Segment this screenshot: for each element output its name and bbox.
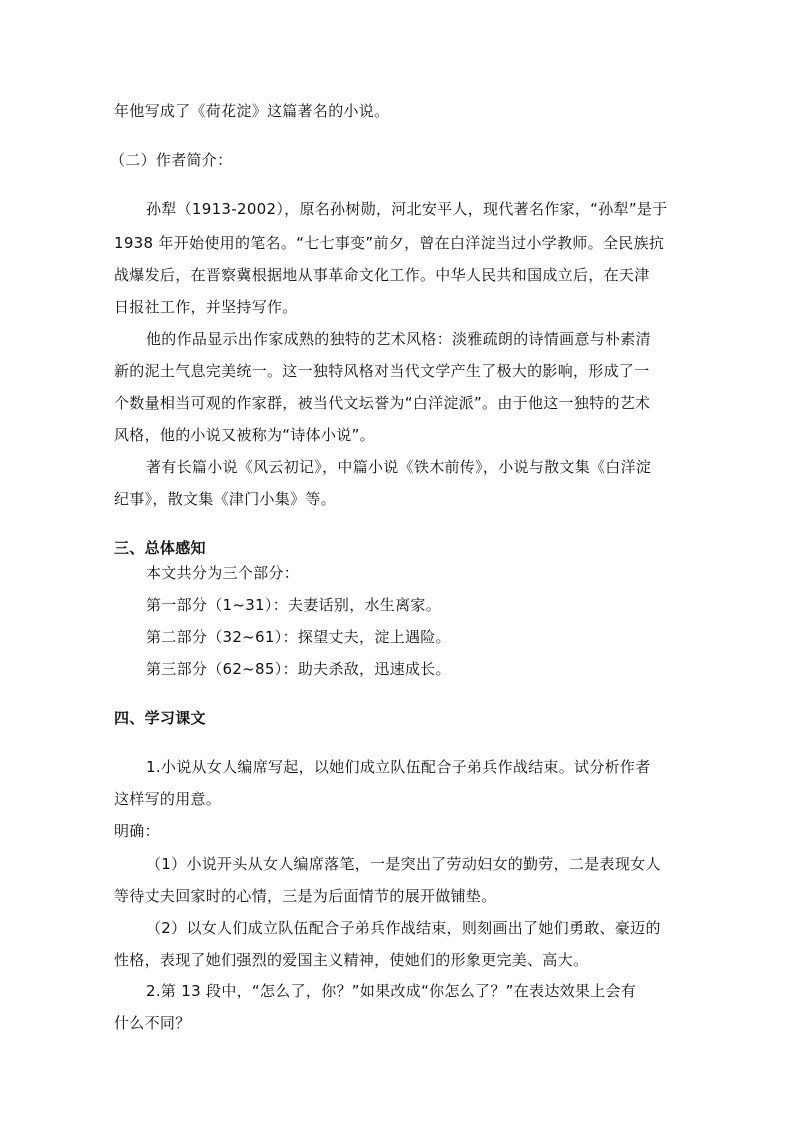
text-line: 他的作品显示出作家成熟的独特的艺术风格：淡雅疏朗的诗情画意与朴素清	[146, 330, 651, 348]
text-line: （2）以女人们成立队伍配合子弟兵作战结束，则刻画出了她们勇敢、豪迈的	[146, 919, 661, 937]
text-line: 性格，表现了她们强烈的爱国主义精神，使她们的形象更完美、高大。	[114, 951, 589, 969]
text-line: 1.小说从女人编席写起，以她们成立队伍配合子弟兵作战结束。试分析作者	[146, 758, 651, 776]
section-heading: 三、总体感知	[114, 539, 206, 557]
text-line: 个数量相当可观的作家群，被当代文坛誉为“白洋淀派”。由于他这一独特的艺术	[114, 394, 651, 412]
text-line: 本文共分为三个部分：	[146, 564, 300, 582]
text-line: 著有长篇小说《风云初记》，中篇小说《铁木前传》，小说与散文集《白洋淀	[146, 458, 652, 476]
text-line: 第一部分（1~31）：夫妻话别，水生离家。	[146, 596, 442, 614]
text-line: 明确：	[114, 822, 160, 840]
text-line: 什么不同？	[114, 1014, 191, 1032]
text-line: 年他写成了《荷花淀》这篇著名的小说。	[114, 102, 390, 120]
text-line: 1938 年开始使用的笔名。“七七事变”前夕，曾在白洋淀当过小学教师。全民族抗	[114, 234, 665, 252]
text-line: 战爆发后，在晋察冀根据地从事革命文化工作。中华人民共和国成立后，在天津	[114, 266, 650, 284]
text-line: 第三部分（62~85）：助夫杀敌，迅速成长。	[146, 660, 451, 678]
section-subheading: （二）作者简介：	[110, 151, 233, 169]
section-heading: 四、学习课文	[114, 709, 206, 727]
text-line: 纪事》，散文集《津门小集》等。	[114, 490, 337, 508]
text-line: 2.第 13 段中，“怎么了，你？”如果改成“你怎么了？”在表达效果上会有	[146, 982, 637, 1000]
text-line: （1）小说开头从女人编席落笔，一是突出了劳动妇女的勤劳，二是表现女人	[146, 855, 661, 873]
text-line: 新的泥土气息完美统一。这一独特风格对当代文学产生了极大的影响，形成了一	[114, 362, 650, 380]
text-line: 等待丈夫回家时的心情，三是为后面情节的展开做铺垫。	[114, 887, 497, 905]
text-line: 日报社工作，并坚持写作。	[114, 298, 298, 316]
text-line: 第二部分（32~61）：探望丈夫，淀上遇险。	[146, 628, 451, 646]
text-line: 孙犁（1913-2002），原名孙树勋，河北安平人，现代著名作家，“孙犁”是于	[146, 200, 668, 218]
text-line: 这样写的用意。	[114, 790, 222, 808]
text-line: 风格，他的小说又被称为“诗体小说”。	[114, 426, 375, 444]
